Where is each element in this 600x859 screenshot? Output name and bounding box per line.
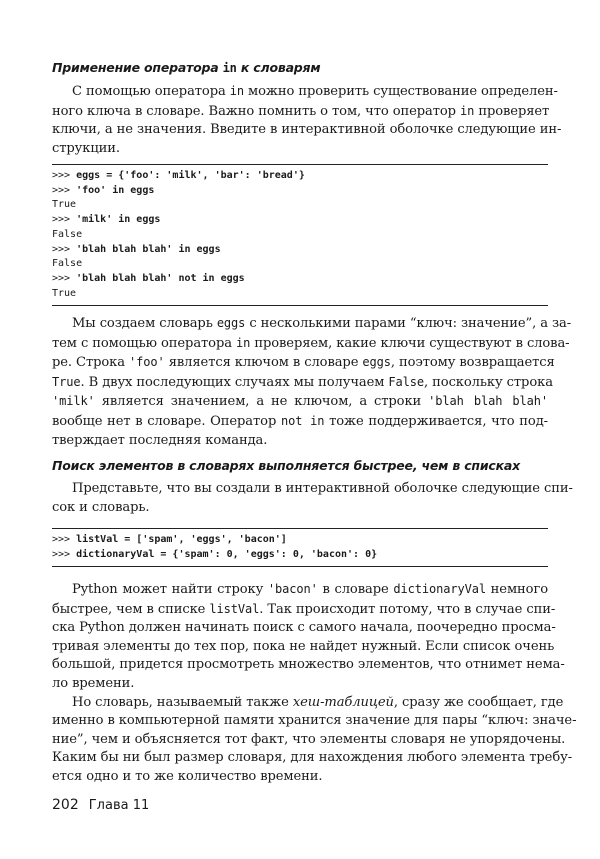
paragraph-explanation xyxy=(52,314,572,450)
text-line: ние”, чем и объясняется тот факт, что элементы словаря не упорядочены. xyxy=(52,731,566,747)
code-output: True xyxy=(52,287,77,299)
text-line: Но словарь, называемый также хеш-таблицей, сразу же сообщает, где xyxy=(72,694,564,710)
text-line: сок и словарь. xyxy=(52,499,150,515)
heading-code: in xyxy=(222,61,237,75)
text-line: струкции. xyxy=(52,140,120,156)
text-line: ного ключа в словаре. Важно помнить о том, что оператор in проверяет xyxy=(52,103,550,119)
page-number: 202 xyxy=(52,797,79,813)
code-line: >>> 'blah blah blah' not in eggs xyxy=(52,272,245,284)
text-line: ре. Строка 'foo' является ключом в словаре eggs, поэтому возвращается xyxy=(52,355,555,371)
heading-text-end: к словарям xyxy=(236,60,321,75)
paragraph-imagine xyxy=(52,480,573,517)
text-line: ключи, а не значения. Введите в интерактивной оболочке следующие ин- xyxy=(52,122,562,138)
text-line: ется одно и то же количество времени. xyxy=(52,768,323,784)
text-line: большой, придется просмотреть множество элементов, что отнимет нема- xyxy=(52,657,565,673)
text-line: ло времени. xyxy=(52,675,135,691)
paragraph-python-search xyxy=(52,580,577,787)
text-line: True. В двух последующих случаях мы получаем False, поскольку строка xyxy=(52,374,553,390)
text-line: тривая элементы до тех пор, пока не найдет нужный. Если список очень xyxy=(52,638,555,654)
text-line: 'milk' является значением, а не ключом, а строки 'blah blah blah' xyxy=(52,394,548,410)
text-line: Представьте, что вы создали в интерактивной оболочке следующие спи- xyxy=(72,481,573,496)
text-line: Мы создаем словарь eggs с несколькими парами “ключ: значение”, а за- xyxy=(72,316,572,331)
chapter-label: Глава 11 xyxy=(88,798,150,813)
code-line: >>> eggs = {'foo': 'milk', 'bar': 'bread'} xyxy=(52,170,305,181)
text-line: С помощью оператора in можно проверить существование определен- xyxy=(72,84,558,99)
text-line: Каким бы ни был размер словаря, для нахождения любого элемента требу- xyxy=(52,750,573,766)
text-line: тверждает последняя команда. xyxy=(52,432,268,448)
section-heading-dict-speed: Поиск элементов в словарях выполняется быстрее, чем в списках xyxy=(52,458,521,473)
code-block-list-dict xyxy=(52,528,548,567)
code-output: True xyxy=(52,199,77,211)
code-line: >>> dictionaryVal = {'spam': 0, 'eggs': 0, 'bacon': 0} xyxy=(52,548,378,560)
text-line: быстрее, чем в списке listVal. Так происходит потому, что в случае спи- xyxy=(52,601,556,617)
text-line: вообще нет в словаре. Оператор not in тоже поддерживается, что под- xyxy=(52,413,548,429)
heading-text: Применение оператора xyxy=(52,60,223,75)
code-line: >>> 'foo' in eggs xyxy=(52,184,155,196)
page-footer xyxy=(52,797,149,813)
code-line: >>> listVal = ['spam', 'eggs', 'bacon'] xyxy=(52,534,287,545)
code-line: >>> 'blah blah blah' in eggs xyxy=(52,243,221,255)
paragraph-intro xyxy=(52,82,562,158)
code-output: False xyxy=(52,258,83,270)
text-line: Python может найти строку 'bacon' в словаре dictionaryVal немного xyxy=(72,582,548,597)
code-block-dict-in xyxy=(52,164,548,306)
text-line: именно в компьютерной памяти хранится значение для пары “ключ: значе- xyxy=(52,713,577,729)
code-output: False xyxy=(52,228,83,240)
section-heading-in-operator xyxy=(52,60,320,75)
text-line: ска Python должен начинать поиск с самого начала, поочередно просма- xyxy=(52,620,556,636)
text-line: тем с помощью оператора in проверяем, какие ключи существуют в слова- xyxy=(52,335,570,351)
code-line: >>> 'milk' in eggs xyxy=(52,214,161,226)
